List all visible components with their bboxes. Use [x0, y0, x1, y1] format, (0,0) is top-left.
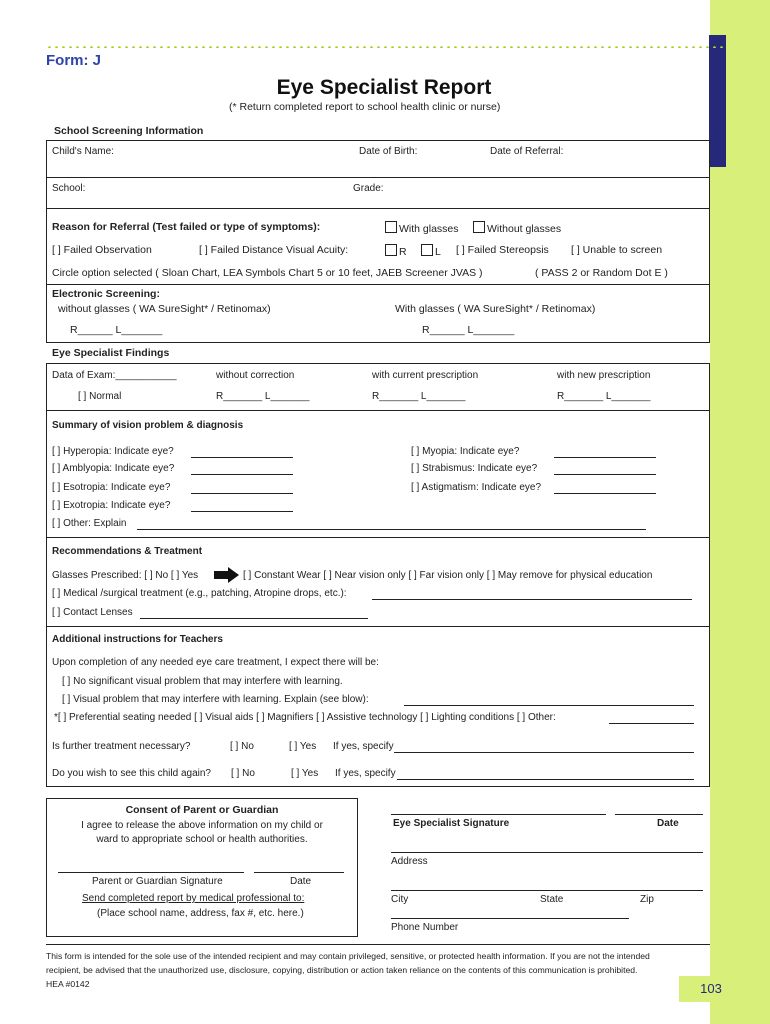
side-tab [709, 35, 726, 167]
astigmatism: [ ] Astigmatism: Indicate eye? [411, 482, 542, 493]
findings-bottom-line [46, 786, 710, 787]
l-label: L [435, 246, 441, 258]
without-glasses-label: Without glasses [487, 223, 562, 235]
findings-top-line [46, 363, 710, 364]
footer-line [46, 944, 710, 945]
form-label: Form: J [46, 52, 102, 69]
date-of-exam: Data of Exam:___________ [52, 370, 177, 381]
specialist-date-field[interactable] [615, 814, 703, 815]
rl-new-rx: R_______ L_______ [557, 391, 651, 402]
specialist-signature-field[interactable] [391, 814, 606, 815]
esotropia: [ ] Esotropia: Indicate eye? [52, 482, 171, 493]
parent-signature-field[interactable] [58, 872, 244, 873]
further-specify: If yes, specify [333, 741, 394, 752]
amblyopia: [ ] Amblyopia: Indicate eye? [52, 463, 175, 474]
form-number: HEA #0142 [46, 979, 90, 989]
childs-name-label: Child's Name: [52, 146, 114, 157]
r-checkbox[interactable] [385, 244, 397, 256]
with-glasses-checkbox[interactable] [385, 221, 397, 233]
accommodations-other-field[interactable] [609, 723, 694, 724]
failed-distance: [ ] Failed Distance Visual Acuity: [199, 244, 349, 256]
failed-stereopsis: [ ] Failed Stereopsis [456, 244, 549, 256]
pass-option: ( PASS 2 or Random Dot E ) [535, 267, 668, 279]
see-specify: If yes, specify [335, 768, 396, 779]
disclaimer-line2: recipient, be advised that the unauthorized use, disclosure, copying, distribution or action taken reliance on the contents of this communication is prohibited. [46, 965, 638, 975]
glasses-prescribed: Glasses Prescribed: [ ] No [ ] Yes [52, 570, 199, 581]
visual-problem-field[interactable] [404, 705, 694, 706]
subtitle: (* Return completed report to school health clinic or nurse) [229, 101, 501, 113]
row-line [46, 177, 710, 178]
findings-left-line [46, 363, 47, 787]
exotropia: [ ] Exotropia: Indicate eye? [52, 500, 171, 511]
circle-option: Circle option selected ( Sloan Chart, LEA Symbols Chart 5 or 10 feet, JAEB Screener JVAS ) [52, 267, 483, 279]
address-label: Address [391, 856, 428, 867]
city-state-zip-field[interactable] [391, 890, 703, 891]
strabismus: [ ] Strabismus: Indicate eye? [411, 463, 538, 474]
contact-lenses-field[interactable] [140, 618, 368, 619]
parent-signature-label: Parent or Guardian Signature [92, 876, 223, 887]
page-number: 103 [679, 976, 743, 1002]
box-top-line [46, 140, 710, 141]
referral-reason: Reason for Referral (Test failed or type of symptoms): [52, 221, 321, 233]
see-no: [ ] No [231, 768, 255, 779]
address-field[interactable] [391, 852, 703, 853]
box-left-line [46, 140, 47, 343]
unable-to-screen: [ ] Unable to screen [571, 244, 663, 256]
see-specify-field[interactable] [397, 779, 694, 780]
exotropia-field[interactable] [191, 511, 293, 512]
send-to-label: Send completed report by medical professional to: [82, 893, 305, 904]
box-bottom-line [46, 342, 710, 343]
electronic-screening-label: Electronic Screening: [52, 288, 160, 300]
dotted-divider [46, 46, 726, 48]
school-label: School: [52, 183, 86, 194]
accommodations: *[ ] Preferential seating needed [ ] Visual aids [ ] Magnifiers [ ] Assistive technology [ ] Lighting conditions [ ] Other: [54, 712, 556, 723]
specialist-date-label: Date [657, 818, 679, 829]
grade-label: Grade: [353, 183, 384, 194]
rl-without-correction: R_______ L_______ [216, 391, 310, 402]
see-again: Do you wish to see this child again? [52, 768, 211, 779]
hyperopia-field[interactable] [191, 457, 293, 458]
hyperopia: [ ] Hyperopia: Indicate eye? [52, 446, 174, 457]
row-line [46, 284, 710, 285]
failed-observation: [ ] Failed Observation [52, 244, 152, 256]
with-glasses-label: With glasses [399, 223, 459, 235]
myopia-field[interactable] [554, 457, 656, 458]
title-text: Eye Specialist Report [276, 76, 492, 99]
specialist-signature-label: Eye Specialist Signature [393, 818, 510, 829]
zip-label: Zip [640, 894, 654, 905]
phone-label: Phone Number [391, 922, 459, 933]
rl-left: R______ L_______ [70, 324, 163, 336]
row-line [46, 537, 710, 538]
phone-field[interactable] [391, 918, 629, 919]
rl-current-rx: R_______ L_______ [372, 391, 466, 402]
further-no: [ ] No [230, 741, 254, 752]
findings-section-title: Eye Specialist Findings [52, 347, 170, 359]
further-yes: [ ] Yes [289, 741, 317, 752]
medical-treatment-field[interactable] [372, 599, 692, 600]
consent-line2: ward to appropriate school or health authorities. [96, 834, 308, 845]
place-info-label: (Place school name, address, fax #, etc. here.) [97, 908, 304, 919]
astigmatism-field[interactable] [554, 493, 656, 494]
further-specify-field[interactable] [394, 752, 694, 753]
state-label: State [540, 894, 564, 905]
myopia: [ ] Myopia: Indicate eye? [411, 446, 520, 457]
summary-title: Summary of vision problem & diagnosis [52, 420, 244, 431]
consent-title: Consent of Parent or Guardian [125, 804, 279, 816]
without-glasses-checkbox[interactable] [473, 221, 485, 233]
new-rx-header: with new prescription [557, 370, 651, 381]
other-explain: [ ] Other: Explain [52, 518, 127, 529]
strabismus-field[interactable] [554, 474, 656, 475]
arrow-right-icon [214, 567, 240, 583]
r-label: R [399, 246, 407, 258]
parent-date-field[interactable] [254, 872, 344, 873]
row-line [46, 208, 710, 209]
glasses-options: [ ] Constant Wear [ ] Near vision only [ ] Far vision only [ ] May remove for physical education [243, 570, 653, 581]
l-checkbox[interactable] [421, 244, 433, 256]
teachers-intro: Upon completion of any needed eye care treatment, I expect there will be: [52, 657, 379, 668]
without-glasses-option[interactable] [473, 221, 561, 235]
recommendations-title: Recommendations & Treatment [52, 546, 203, 557]
consent-line1: I agree to release the above information on my child or [81, 820, 323, 831]
with-glasses-wa: With glasses ( WA SureSight* / Retinomax) [395, 303, 596, 315]
parent-date-label: Date [290, 876, 312, 887]
teachers-title: Additional instructions for Teachers [52, 634, 223, 645]
no-problem-option: [ ] No significant visual problem that may interfere with learning. [62, 676, 343, 687]
with-glasses-option[interactable] [385, 221, 459, 235]
esotropia-field[interactable] [191, 493, 293, 494]
l-option[interactable] [421, 244, 441, 258]
visual-problem-option: [ ] Visual problem that may interfere with learning. Explain (see blow): [62, 694, 369, 705]
box-right-line [709, 140, 710, 343]
see-yes: [ ] Yes [291, 768, 319, 779]
amblyopia-field[interactable] [191, 474, 293, 475]
other-explain-field[interactable] [137, 529, 646, 530]
without-correction-header: without correction [216, 370, 295, 381]
dob-label: Date of Birth: [359, 146, 418, 157]
without-glasses-wa: without glasses ( WA SureSight* / Retinomax) [58, 303, 271, 315]
normal-option: [ ] Normal [78, 391, 122, 402]
page-title [0, 76, 770, 100]
referral-date-label: Date of Referral: [490, 146, 564, 157]
contact-lenses: [ ] Contact Lenses [52, 607, 133, 618]
findings-right-line [709, 363, 710, 787]
further-treatment: Is further treatment necessary? [52, 741, 191, 752]
disclaimer-line1: This form is intended for the sole use of the intended recipient and may contain privileged, sensitive, or protected health information. If you are not the intended [46, 951, 650, 961]
screening-section-title: School Screening Information [54, 125, 204, 137]
current-rx-header: with current prescription [372, 370, 479, 381]
city-label: City [391, 894, 409, 905]
row-line [46, 626, 710, 627]
rl-right: R______ L_______ [422, 324, 515, 336]
r-option[interactable] [385, 244, 407, 258]
row-line [46, 410, 710, 411]
medical-treatment: [ ] Medical /surgical treatment (e.g., patching, Atropine drops, etc.): [52, 588, 347, 599]
